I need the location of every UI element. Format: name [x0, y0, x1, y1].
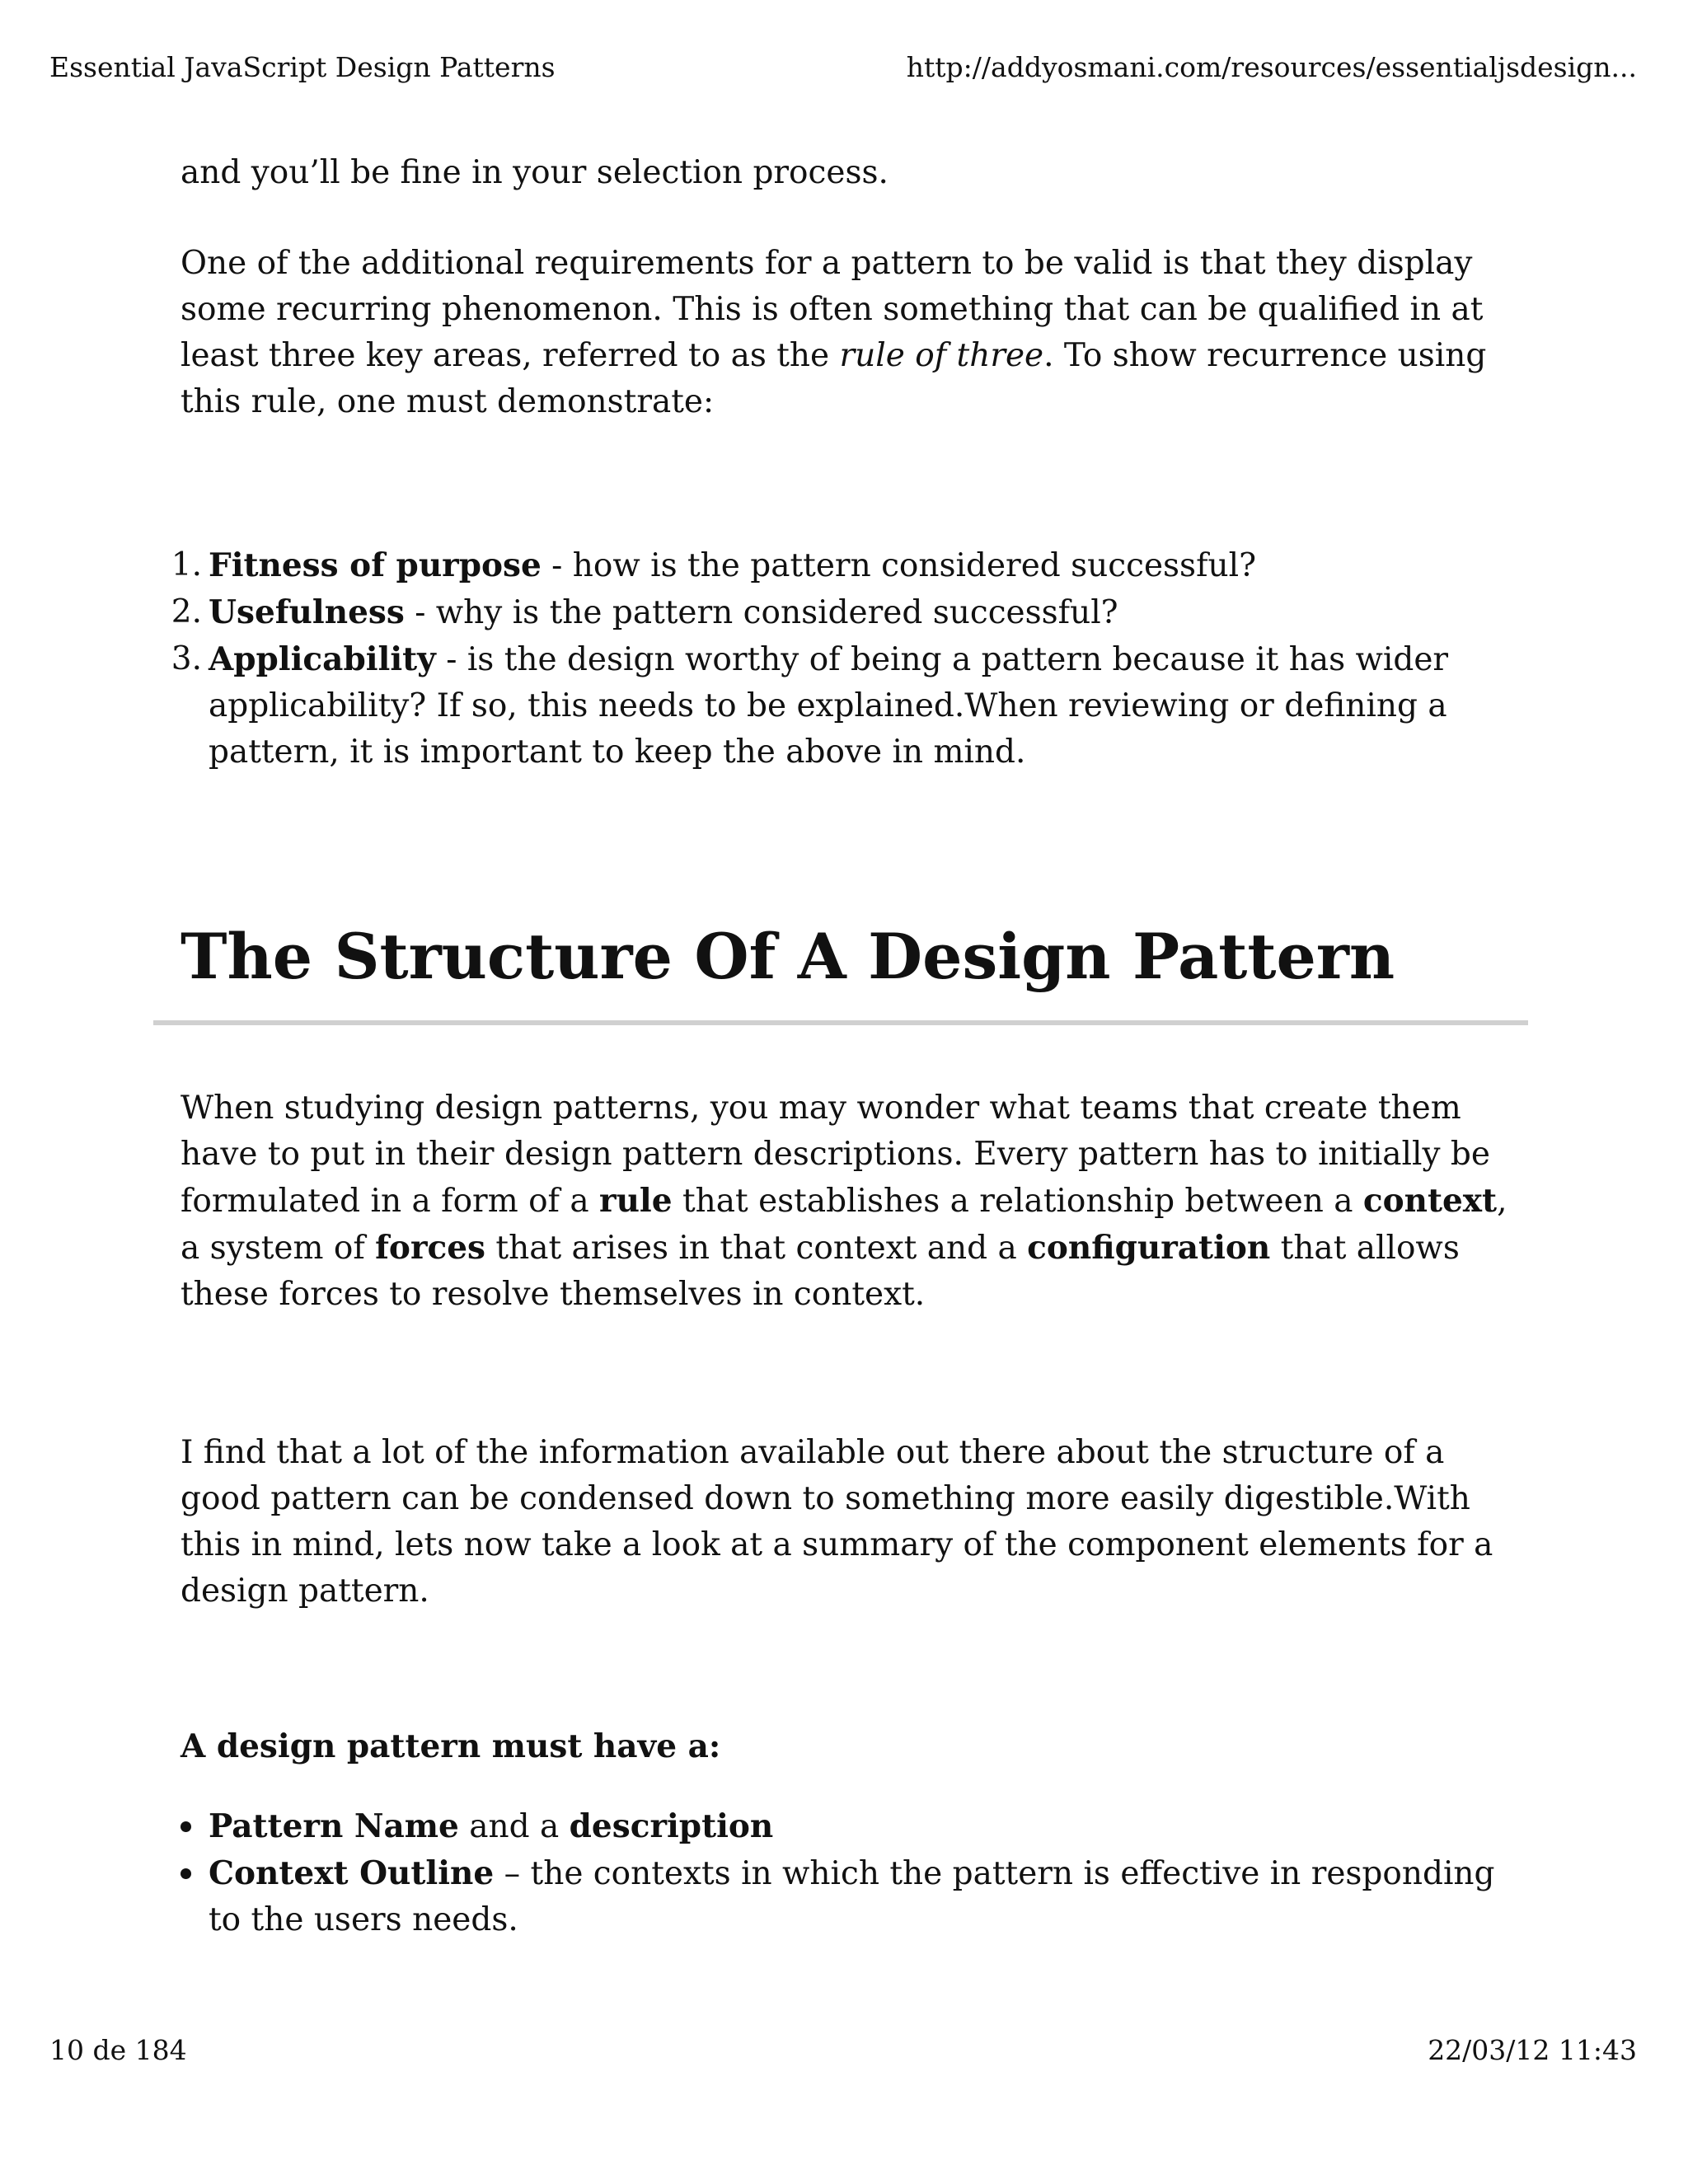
page-count: 10 de 184 [49, 2034, 187, 2066]
elements-list [181, 1803, 1532, 1943]
list-item [171, 636, 1532, 776]
intro-text-after: . To show recurrence using this rule, one must demonstrate: [181, 337, 1487, 420]
list-number: 3. [171, 640, 202, 677]
criteria-text: - why is the pattern considered successful? [404, 594, 1118, 631]
rule-of-three-paragraph [181, 241, 1532, 425]
print-timestamp: 22/03/12 11:43 [1428, 2034, 1637, 2066]
header-title: Essential JavaScript Design Patterns [49, 51, 556, 83]
structure-paragraph [181, 1085, 1532, 1318]
criteria-list [171, 542, 1532, 776]
list-item [171, 542, 1532, 589]
page-content [171, 150, 1532, 1943]
element-term2: description [569, 1807, 774, 1845]
list-number: 2. [171, 593, 202, 630]
list-item [171, 589, 1532, 636]
section-heading: The Structure Of A Design Pattern [181, 920, 1395, 993]
must-have-heading [181, 1723, 1532, 1770]
bullet-icon [181, 1821, 191, 1832]
structure-text-d: that arises in that context and a [485, 1230, 1028, 1267]
heading-divider [153, 1020, 1528, 1025]
criteria-text: - is the design worthy of being a pattern because it has wider applicability? If so, this needs to be explained.When reviewing or defining a pattern, it is important to keep the above in mind. [209, 641, 1449, 771]
structure-text-a: When studying design patterns, you may wonder what teams that create them have to put in their design pattern descriptions. Every pattern has to initially be formulated in a form of a [181, 1090, 1490, 1220]
element-term: Context Outline [209, 1854, 495, 1892]
criteria-text: - how is the pattern considered successful? [541, 547, 1256, 584]
intro-text-before: One of the additional requirements for a pattern to be valid is that they display some recurring phenomenon. This is often something that can be qualified in at least three key areas, referred to as the [181, 245, 1484, 374]
summary-paragraph: I find that a lot of the information available out there about the structure of a good pattern can be condensed down to something more easily digestible.With this in mind, lets now take a look at a summary of the component elements for a design pattern. [181, 1434, 1493, 1610]
list-number: 1. [171, 546, 202, 583]
bullet-icon [181, 1868, 191, 1879]
element-term: Pattern Name [209, 1807, 459, 1845]
rule-of-three-term: rule of three [839, 337, 1044, 374]
structure-text-e: that allows these forces to resolve themselves in context. [181, 1230, 1460, 1313]
header-url: http://addyosmani.com/resources/essentialjsdesign... [906, 51, 1637, 83]
structure-text-b: that establishes a relationship between a [672, 1183, 1363, 1220]
list-item [181, 1803, 1532, 1850]
term-configuration: configuration [1027, 1229, 1271, 1267]
criteria-term: Usefulness [209, 593, 405, 631]
structure-text-c: , a system of [181, 1183, 1507, 1267]
criteria-term: Applicability [209, 640, 436, 678]
element-mid: and a [458, 1808, 570, 1845]
intro-line: and you’ll be fine in your selection process. [181, 154, 889, 191]
element-text: – the contexts in which the pattern is effective in responding to the users needs. [209, 1855, 1495, 1938]
term-context: context [1362, 1182, 1498, 1220]
must-have-label: A design pattern must have a: [181, 1727, 721, 1765]
criteria-term: Fitness of purpose [209, 546, 542, 584]
term-rule: rule [599, 1182, 673, 1220]
list-item [181, 1850, 1532, 1943]
term-forces: forces [375, 1229, 486, 1267]
